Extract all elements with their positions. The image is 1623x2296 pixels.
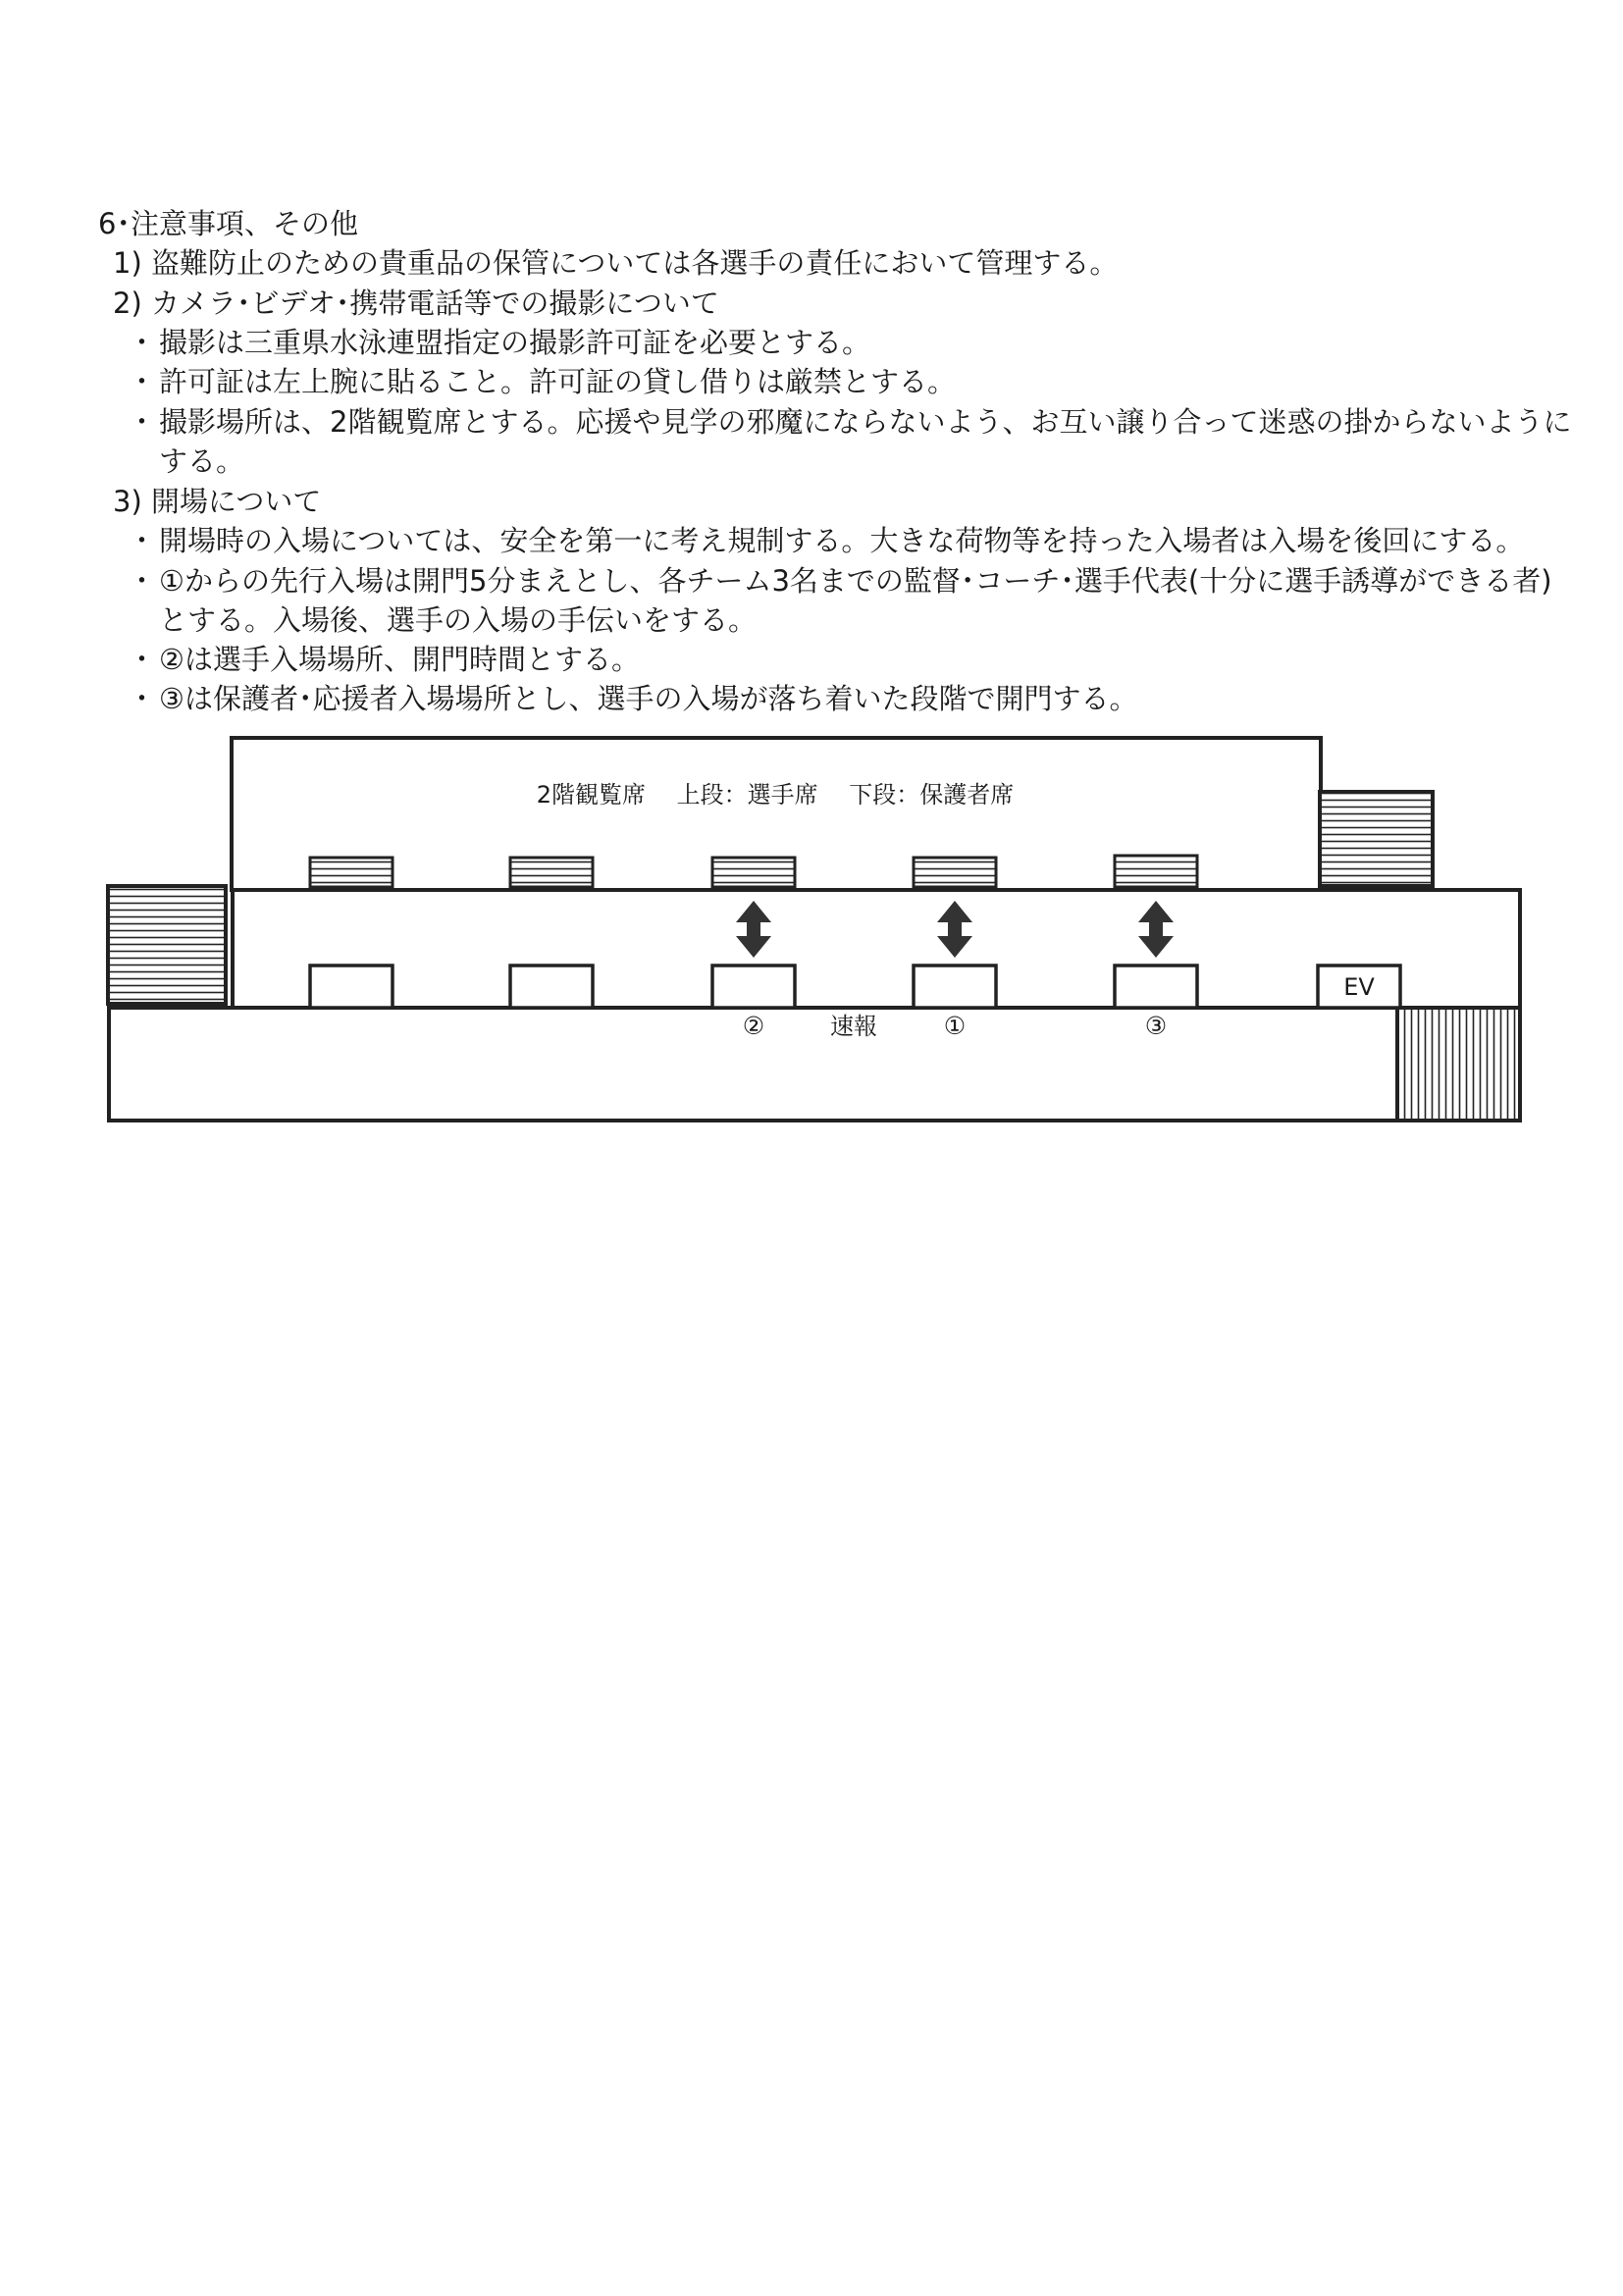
bullet-dot: ・ — [128, 405, 157, 439]
item-2-bullet-2: ・ 許可証は左上腕に貼ること。許可証の貸し借りは厳禁とする。 — [128, 362, 956, 401]
bullet-dot: ・ — [128, 643, 157, 676]
upper-door-2 — [510, 858, 593, 887]
upper-door-3 — [712, 858, 795, 887]
right-stairs — [1320, 792, 1433, 886]
left-stairs — [108, 886, 226, 1004]
lower-door-1 — [310, 965, 393, 1008]
item-3-bullet-2-continued: とする。入場後、選手の入場の手伝いをする。 — [159, 603, 758, 637]
item-2-number: 2) — [113, 287, 142, 320]
lower-door-2 — [510, 965, 593, 1008]
upper-door-5 — [1115, 856, 1197, 887]
section-heading: 6･注意事項、その他 — [98, 207, 358, 240]
item-3-bullet-2: ・ ①からの先行入場は開門5分まえとし、各チーム3名までの監督･コーチ･選手代表(十分に選手誘導ができる者) — [128, 561, 1552, 600]
ev-label: EV — [1343, 973, 1375, 1001]
entrance-1-label: ① — [943, 1012, 967, 1040]
item-2-bullet-1: ・ 撮影は三重県水泳連盟指定の撮影許可証を必要とする。 — [128, 323, 870, 362]
sokuhou-label: 速報 — [830, 1013, 877, 1040]
item-2-bullet-3: ・ 撮影場所は、2階観覧席とする。応援や見学の邪魔にならないよう、お互い譲り合って迷惑の掛からないように — [128, 402, 1571, 442]
bullet-dot: ・ — [128, 365, 157, 398]
item-3-bullet-4: ・ ③は保護者･応援者入場場所とし、選手の入場が落ち着いた段階で開門する。 — [128, 679, 1138, 718]
item-3-bullet-1: ・ 開場時の入場については、安全を第一に考え規制する。大きな荷物等を持った入場者は入場を後回にする。 — [128, 521, 1524, 560]
item-3-title: 開場について — [150, 485, 322, 518]
bullet-dot: ・ — [128, 682, 157, 715]
right-lower-stairs — [1397, 1008, 1520, 1121]
item-1-text: 盗難防止のための貴重品の保管については各選手の責任において管理する。 — [150, 246, 1119, 280]
item-2-bullet-3-continued: する。 — [159, 444, 245, 478]
bullet-dot: ・ — [128, 326, 157, 359]
entrance-2-label: ② — [742, 1012, 765, 1040]
entrance-door-3 — [1115, 965, 1197, 1008]
bullet-dot: ・ — [128, 524, 157, 557]
entrance-door-2 — [712, 965, 795, 1008]
bullet-dot: ・ — [128, 564, 157, 598]
item-2-title: カメラ･ビデオ･携帯電話等での撮影について — [150, 287, 719, 320]
item-3-bullet-3: ・ ②は選手入場場所、開門時間とする。 — [128, 640, 640, 679]
item-1-number: 1) — [113, 246, 142, 280]
seating-label: 2階観覧席 上段：選手席 下段：保護者席 — [536, 781, 1015, 809]
upper-door-1 — [310, 858, 393, 887]
item-3-number: 3) — [113, 485, 142, 518]
entrance-3-label: ③ — [1144, 1012, 1168, 1040]
upper-door-4 — [914, 858, 996, 887]
entrance-door-1 — [914, 965, 996, 1008]
